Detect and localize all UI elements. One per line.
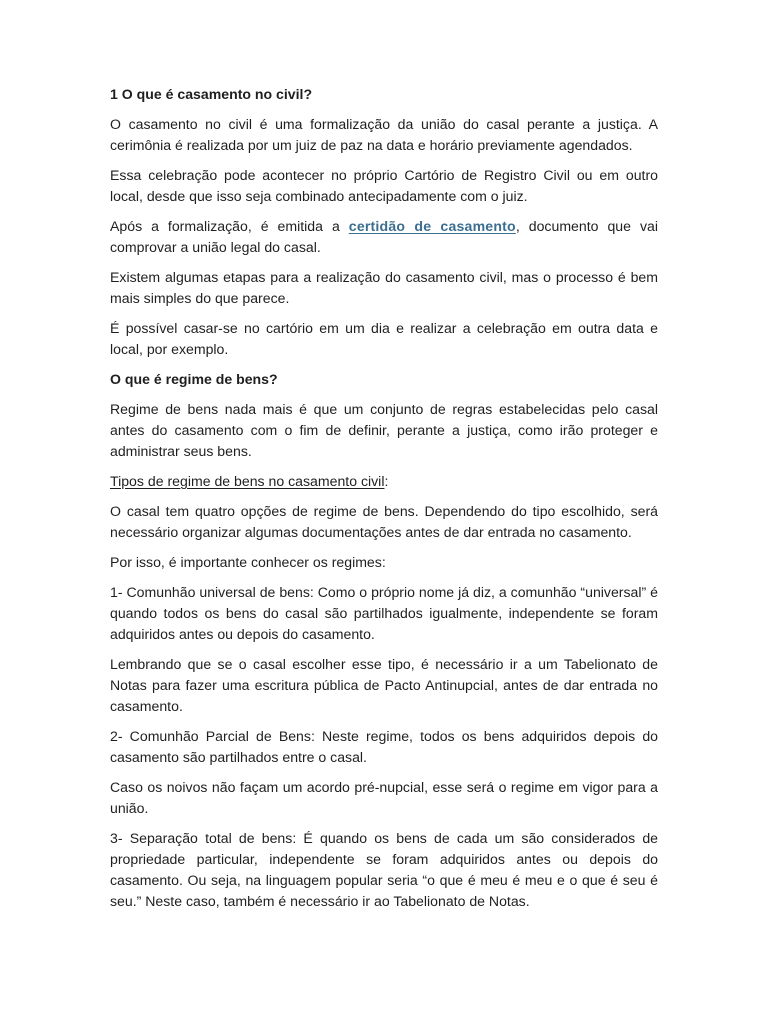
section-heading-regime-bens: O que é regime de bens? bbox=[110, 371, 278, 387]
paragraph: É possível casar-se no cartório em um dia e realizar a celebração em outra data e local, por exemplo. bbox=[110, 320, 658, 357]
paragraph: 1- Comunhão universal de bens: Como o próprio nome já diz, a comunhão “universal” é quando todos os bens do casal são partilhados igualmente, independente se foram adquiridos antes ou depois do casamento. bbox=[110, 584, 658, 642]
paragraph: 2- Comunhão Parcial de Bens: Neste regime, todos os bens adquiridos depois do casamento são partilhados entre o casal. bbox=[110, 728, 658, 765]
paragraph: Existem algumas etapas para a realização do casamento civil, mas o processo é bem mais simples do que parece. bbox=[110, 269, 658, 306]
certidao-casamento-link[interactable]: certidão de casamento bbox=[348, 218, 516, 234]
paragraph: O casal tem quatro opções de regime de bens. Dependendo do tipo escolhido, será necessário organizar algumas documentações antes de dar entrada no casamento. bbox=[110, 503, 658, 540]
paragraph: Por isso, é importante conhecer os regimes: bbox=[110, 554, 386, 570]
subheading-suffix: : bbox=[384, 473, 389, 489]
section-heading-civil-marriage: 1 O que é casamento no civil? bbox=[110, 86, 313, 102]
subheading-text: Tipos de regime de bens no casamento civil bbox=[110, 473, 385, 489]
document-body bbox=[110, 84, 658, 921]
paragraph: Caso os noivos não façam um acordo pré-nupcial, esse será o regime em vigor para a união. bbox=[110, 779, 658, 816]
paragraph: Lembrando que se o casal escolher esse tipo, é necessário ir a um Tabelionato de Notas para fazer uma escritura pública de Pacto Antinupcial, antes de dar entrada no casamento. bbox=[110, 656, 658, 714]
paragraph-with-link bbox=[110, 216, 658, 258]
paragraph: 3- Separação total de bens: É quando os bens de cada um são considerados de propriedade particular, independente se foram adquiridos antes ou depois do casamento. Ou seja, na linguagem popular seria “o que é meu é meu e o que é seu é seu.” Neste caso, também é necessário ir ao Tabelionato de Notas. bbox=[110, 830, 658, 909]
paragraph-text: , documento que vai comprovar a união legal do casal. bbox=[110, 218, 658, 255]
subheading-tipos-regime bbox=[110, 471, 658, 492]
paragraph-text: Após a formalização, é emitida a bbox=[110, 218, 349, 234]
paragraph: O casamento no civil é uma formalização da união do casal perante a justiça. A cerimônia é realizada por um juiz de paz na data e horário previamente agendados. bbox=[110, 116, 658, 153]
paragraph: Regime de bens nada mais é que um conjunto de regras estabelecidas pelo casal antes do casamento com o fim de definir, perante a justiça, como irão proteger e administrar seus bens. bbox=[110, 401, 658, 459]
paragraph: Essa celebração pode acontecer no próprio Cartório de Registro Civil ou em outro local, desde que isso seja combinado antecipadamente com o juiz. bbox=[110, 167, 658, 204]
